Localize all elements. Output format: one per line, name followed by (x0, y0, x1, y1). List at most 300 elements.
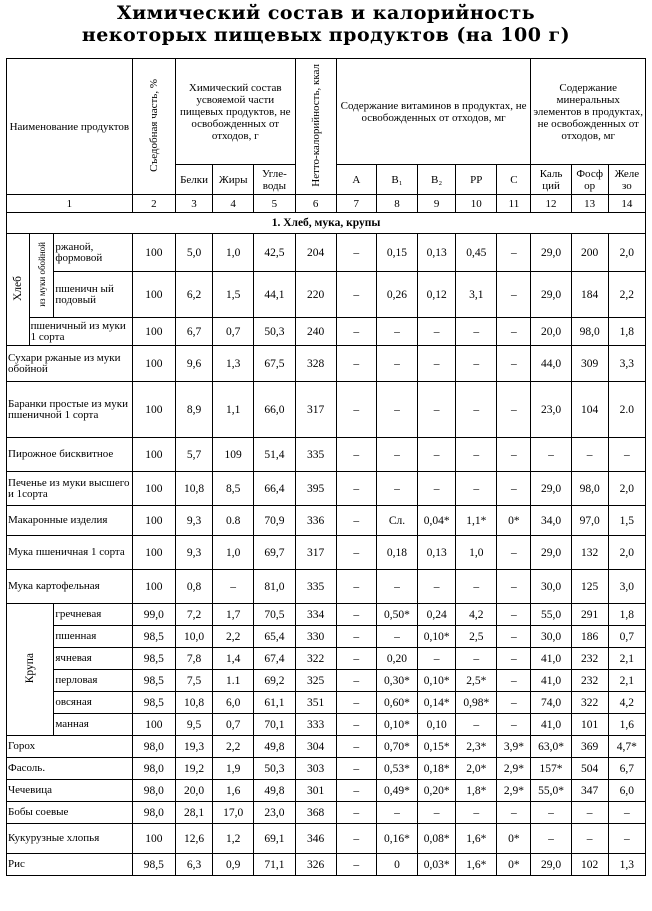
row-value: 50,3 (254, 318, 295, 346)
colnum: 4 (213, 195, 254, 213)
title-line-1: Химический состав и калорийность (116, 2, 536, 24)
header-protein: Белки (175, 165, 212, 195)
row-value: – (376, 802, 417, 824)
row-value: – (336, 604, 376, 626)
row-value: 232 (571, 670, 608, 692)
table-row (7, 438, 646, 472)
row-value: 66,0 (254, 382, 295, 438)
row-value: 99,0 (132, 604, 175, 626)
row-value: – (336, 670, 376, 692)
header-carb: Угле-воды (254, 165, 295, 195)
row-value: – (336, 506, 376, 536)
row-value: – (336, 272, 376, 318)
row-value: 98,0 (571, 318, 608, 346)
row-value: 28,1 (175, 802, 212, 824)
row-value: 6,2 (175, 272, 212, 318)
row-value: 1,1 (213, 382, 254, 438)
row-value: 2,0 (608, 472, 645, 506)
row-value: 0,03* (418, 854, 456, 876)
row-value: 0,50* (376, 604, 417, 626)
row-value: 74,0 (531, 692, 571, 714)
row-value: 41,0 (531, 670, 571, 692)
row-value: 132 (571, 536, 608, 570)
row-value: – (336, 234, 376, 272)
colnum: 7 (336, 195, 376, 213)
section-title: 1. Хлеб, мука, крупы (7, 213, 646, 234)
row-value: 20,0 (175, 780, 212, 802)
row-value: – (497, 604, 531, 626)
table-row (7, 736, 646, 758)
row-value: 0,7 (608, 626, 645, 648)
row-value: 301 (295, 780, 336, 802)
row-name: Мука пшеничная 1 сорта (7, 536, 133, 570)
row-value: 69,7 (254, 536, 295, 570)
title-line-2: некоторых пищевых продуктов (на 100 г) (81, 24, 571, 46)
row-value: 19,2 (175, 758, 212, 780)
row-value: 100 (132, 536, 175, 570)
row-value: – (336, 346, 376, 382)
header-kcal: Нетто-калорийность, ккал (295, 59, 336, 195)
row-value: 100 (132, 272, 175, 318)
table-row (7, 780, 646, 802)
header-ca: Каль ций (531, 165, 571, 195)
row-value: 0 (376, 854, 417, 876)
table-row (7, 824, 646, 854)
row-value: – (418, 570, 456, 604)
colnum: 10 (456, 195, 497, 213)
row-name: Печенье из муки высшего и 1сорта (7, 472, 133, 506)
row-value: 98,0 (132, 758, 175, 780)
colnum: 14 (608, 195, 645, 213)
row-value: 333 (295, 714, 336, 736)
colnum: 9 (418, 195, 456, 213)
row-value: 100 (132, 318, 175, 346)
table-row (7, 604, 646, 626)
row-value: 4,2 (456, 604, 497, 626)
row-value: 1,0 (213, 234, 254, 272)
row-value: 8,9 (175, 382, 212, 438)
row-name: Мука картофельная (7, 570, 133, 604)
row-value: 0,12 (418, 272, 456, 318)
row-value: 9,3 (175, 536, 212, 570)
table-row (7, 318, 646, 346)
row-value: 55,0* (531, 780, 571, 802)
row-name: овсяная (54, 692, 132, 714)
row-value: 41,0 (531, 648, 571, 670)
row-value: 1,1* (456, 506, 497, 536)
row-value: – (336, 472, 376, 506)
table-row (7, 648, 646, 670)
table-row (7, 382, 646, 438)
row-value: 0,8 (175, 570, 212, 604)
row-value: 309 (571, 346, 608, 382)
row-value: 303 (295, 758, 336, 780)
row-value: 0,18 (376, 536, 417, 570)
row-value: 7,5 (175, 670, 212, 692)
row-value: 0,18* (418, 758, 456, 780)
row-value: – (497, 318, 531, 346)
row-value: 41,0 (531, 714, 571, 736)
row-value: – (497, 626, 531, 648)
row-value: 2,3* (456, 736, 497, 758)
row-value: 100 (132, 824, 175, 854)
row-value: – (571, 802, 608, 824)
row-value: – (497, 382, 531, 438)
column-numbers-row (7, 195, 646, 213)
row-value: 9,6 (175, 346, 212, 382)
row-value: 326 (295, 854, 336, 876)
row-value: Сл. (376, 506, 417, 536)
header-vC: С (497, 165, 531, 195)
row-value: 317 (295, 382, 336, 438)
row-value: – (336, 854, 376, 876)
row-value: – (531, 802, 571, 824)
row-value: 102 (571, 854, 608, 876)
row-value: 0,10* (418, 626, 456, 648)
row-value: 100 (132, 438, 175, 472)
row-value: 50,3 (254, 758, 295, 780)
row-value: 1,9 (213, 758, 254, 780)
row-value: 104 (571, 382, 608, 438)
row-name: Кукурузные хлопья (7, 824, 133, 854)
row-value: – (497, 438, 531, 472)
group-label-bread: Хлеб (7, 234, 30, 346)
row-value: 1,3 (608, 854, 645, 876)
row-value: 9,3 (175, 506, 212, 536)
row-value: 5,7 (175, 438, 212, 472)
row-value: – (497, 648, 531, 670)
row-value: 63,0* (531, 736, 571, 758)
row-value: 67,5 (254, 346, 295, 382)
colnum: 1 (7, 195, 133, 213)
row-value: 69,2 (254, 670, 295, 692)
row-value: 70,1 (254, 714, 295, 736)
row-value: 70,5 (254, 604, 295, 626)
row-value: 0* (497, 854, 531, 876)
header-p: Фосф ор (571, 165, 608, 195)
row-value: 23,0 (254, 802, 295, 824)
row-value: 1,0 (456, 536, 497, 570)
row-name: Горох (7, 736, 133, 758)
row-value: 0,10* (418, 670, 456, 692)
row-value: 220 (295, 272, 336, 318)
row-value: 1,0 (213, 536, 254, 570)
row-value: 291 (571, 604, 608, 626)
row-value: 49,8 (254, 780, 295, 802)
row-value: 44,0 (531, 346, 571, 382)
row-value: 328 (295, 346, 336, 382)
row-value: 10,0 (175, 626, 212, 648)
row-value: – (531, 438, 571, 472)
row-value: 1,3 (213, 346, 254, 382)
row-value: – (456, 318, 497, 346)
row-value: 0,45 (456, 234, 497, 272)
row-value: 2,2 (213, 736, 254, 758)
table-row (7, 536, 646, 570)
row-value: 0* (497, 506, 531, 536)
row-value: 2,1 (608, 648, 645, 670)
row-value: 1,6* (456, 854, 497, 876)
table-row (7, 346, 646, 382)
row-value: 67,4 (254, 648, 295, 670)
row-value: 232 (571, 648, 608, 670)
row-value: 66,4 (254, 472, 295, 506)
row-value: 109 (213, 438, 254, 472)
row-value: – (497, 802, 531, 824)
row-value: 200 (571, 234, 608, 272)
header-chem: Химический состав усвояемой части пищевых продуктов, не освобожденных от отходов, г (175, 59, 295, 165)
row-value: 0,10 (418, 714, 456, 736)
row-value: 29,0 (531, 536, 571, 570)
row-value: – (456, 346, 497, 382)
row-value: – (336, 802, 376, 824)
row-value: 1,8* (456, 780, 497, 802)
row-value: – (336, 758, 376, 780)
row-value: 42,5 (254, 234, 295, 272)
row-value: – (571, 824, 608, 854)
row-value: – (497, 570, 531, 604)
row-value: 2,9* (497, 758, 531, 780)
row-value: 30,0 (531, 626, 571, 648)
row-value: 2,5 (456, 626, 497, 648)
row-value: 44,1 (254, 272, 295, 318)
row-value: – (418, 648, 456, 670)
group-sublabel-bread: из муки обойной (29, 234, 54, 318)
header-vB1: В₁ (376, 165, 417, 195)
row-value: 6,7 (175, 318, 212, 346)
row-value: 330 (295, 626, 336, 648)
row-value: 369 (571, 736, 608, 758)
table-row (7, 854, 646, 876)
header-minerals: Содержание минеральных элементов в продуктах, не освобожденных от отходов, мг (531, 59, 646, 165)
row-value: – (456, 438, 497, 472)
row-value: 20,0 (531, 318, 571, 346)
row-name: Макаронные изделия (7, 506, 133, 536)
row-name: Баранки простые из муки пшеничной 1 сорта (7, 382, 133, 438)
row-value: – (336, 714, 376, 736)
row-value: 3,3 (608, 346, 645, 382)
row-value: 0.8 (213, 506, 254, 536)
row-value: – (456, 472, 497, 506)
row-value: 100 (132, 714, 175, 736)
row-value: – (376, 318, 417, 346)
row-value: 65,4 (254, 626, 295, 648)
row-value: 335 (295, 438, 336, 472)
row-value: 2,2 (213, 626, 254, 648)
row-value: – (336, 736, 376, 758)
row-value: 1,5 (608, 506, 645, 536)
row-value: 98,5 (132, 854, 175, 876)
row-value: – (608, 438, 645, 472)
row-value: – (497, 692, 531, 714)
row-value: 69,1 (254, 824, 295, 854)
row-value: – (336, 648, 376, 670)
row-name: Пирожное бисквитное (7, 438, 133, 472)
row-value: – (418, 802, 456, 824)
section-row (7, 213, 646, 234)
row-value: 1,6 (213, 780, 254, 802)
row-value: 1,7 (213, 604, 254, 626)
row-value: 98,5 (132, 626, 175, 648)
row-value: 101 (571, 714, 608, 736)
row-value: 23,0 (531, 382, 571, 438)
row-value: – (497, 536, 531, 570)
row-value: 30,0 (531, 570, 571, 604)
row-value: 51,4 (254, 438, 295, 472)
row-value: 346 (295, 824, 336, 854)
row-value: 351 (295, 692, 336, 714)
row-value: 0,70* (376, 736, 417, 758)
row-value: 0,14* (418, 692, 456, 714)
table-row (7, 234, 646, 272)
row-name: пшеничн ый подовый (54, 272, 132, 318)
row-value: 0,08* (418, 824, 456, 854)
row-value: 0,98* (456, 692, 497, 714)
row-value: – (376, 346, 417, 382)
row-value: 0,60* (376, 692, 417, 714)
row-value: – (456, 714, 497, 736)
row-value: – (418, 346, 456, 382)
row-value: 184 (571, 272, 608, 318)
row-value: – (418, 438, 456, 472)
row-value: 1,6 (608, 714, 645, 736)
row-value: 5,0 (175, 234, 212, 272)
row-value: 1,5 (213, 272, 254, 318)
row-value: 0* (497, 824, 531, 854)
row-value: 4,2 (608, 692, 645, 714)
row-value: – (497, 234, 531, 272)
row-value: 12,6 (175, 824, 212, 854)
row-value: 98,5 (132, 648, 175, 670)
row-value: – (497, 714, 531, 736)
row-name: пшеничный из муки 1 сорта (29, 318, 132, 346)
header-edible: Съедобная часть, % (132, 59, 175, 195)
row-value: 19,3 (175, 736, 212, 758)
row-name: Бобы соевые (7, 802, 133, 824)
row-value: 0,16* (376, 824, 417, 854)
row-value: 204 (295, 234, 336, 272)
row-value: 100 (132, 506, 175, 536)
table-row (7, 714, 646, 736)
colnum: 2 (132, 195, 175, 213)
row-value: 1,8 (608, 604, 645, 626)
row-value: – (456, 648, 497, 670)
row-value: 157* (531, 758, 571, 780)
row-value: – (531, 824, 571, 854)
row-value: 55,0 (531, 604, 571, 626)
row-value: 0,15 (376, 234, 417, 272)
row-name: Рис (7, 854, 133, 876)
row-value: 0,15* (418, 736, 456, 758)
row-value: 240 (295, 318, 336, 346)
header-vitamins: Содержание витаминов в продуктах, не освобожденных от отходов, мг (336, 59, 531, 165)
row-value: – (376, 472, 417, 506)
row-value: – (336, 780, 376, 802)
row-value: 304 (295, 736, 336, 758)
row-value: 49,8 (254, 736, 295, 758)
row-value: – (456, 570, 497, 604)
row-value: – (376, 626, 417, 648)
colnum: 11 (497, 195, 531, 213)
row-value: 0,13 (418, 234, 456, 272)
row-value: 8,5 (213, 472, 254, 506)
row-value: 395 (295, 472, 336, 506)
nutrition-table (6, 58, 646, 876)
row-value: – (497, 346, 531, 382)
colnum: 13 (571, 195, 608, 213)
row-name: Сухари ржаные из муки обойной (7, 346, 133, 382)
row-value: 0,24 (418, 604, 456, 626)
row-value: 0,26 (376, 272, 417, 318)
row-value: 100 (132, 346, 175, 382)
row-value: 98,0 (132, 802, 175, 824)
row-value: 1,8 (608, 318, 645, 346)
row-value: – (336, 692, 376, 714)
table-row (7, 802, 646, 824)
row-value: – (336, 570, 376, 604)
row-value: 100 (132, 234, 175, 272)
row-value: 98,0 (132, 780, 175, 802)
row-value: 97,0 (571, 506, 608, 536)
row-value: 17,0 (213, 802, 254, 824)
row-value: 0,7 (213, 318, 254, 346)
table-row (7, 626, 646, 648)
header-name: Наименование продуктов (7, 59, 133, 195)
row-value: 3,9* (497, 736, 531, 758)
row-value: – (571, 438, 608, 472)
row-value: 335 (295, 570, 336, 604)
row-value: 100 (132, 570, 175, 604)
row-value: 0,53* (376, 758, 417, 780)
row-name: ячневая (54, 648, 132, 670)
row-value: 100 (132, 472, 175, 506)
row-value: 0,20* (418, 780, 456, 802)
row-value: 10,8 (175, 472, 212, 506)
row-name: манная (54, 714, 132, 736)
row-value: – (497, 670, 531, 692)
row-value: – (497, 472, 531, 506)
row-value: – (608, 802, 645, 824)
row-value: – (497, 272, 531, 318)
header-fat: Жиры (213, 165, 254, 195)
row-value: 1,6* (456, 824, 497, 854)
row-value: 9,5 (175, 714, 212, 736)
row-value: – (336, 382, 376, 438)
row-value: 2,0* (456, 758, 497, 780)
group-label-groats: Крупа (7, 604, 54, 736)
colnum: 12 (531, 195, 571, 213)
row-value: – (456, 382, 497, 438)
row-value: 70,9 (254, 506, 295, 536)
row-value: 0,49* (376, 780, 417, 802)
row-value: 10,8 (175, 692, 212, 714)
header-vPP: РР (456, 165, 497, 195)
row-value: 0,7 (213, 714, 254, 736)
row-value: 2,0 (608, 234, 645, 272)
row-value: – (418, 318, 456, 346)
row-value: 7,2 (175, 604, 212, 626)
row-value: 347 (571, 780, 608, 802)
row-value: 322 (295, 648, 336, 670)
table-row (7, 670, 646, 692)
row-value: – (336, 438, 376, 472)
row-name: ржаной, формовой (54, 234, 132, 272)
row-value: 6,0 (608, 780, 645, 802)
row-value: 0,9 (213, 854, 254, 876)
row-value: 81,0 (254, 570, 295, 604)
row-value: 29,0 (531, 234, 571, 272)
row-value: 125 (571, 570, 608, 604)
